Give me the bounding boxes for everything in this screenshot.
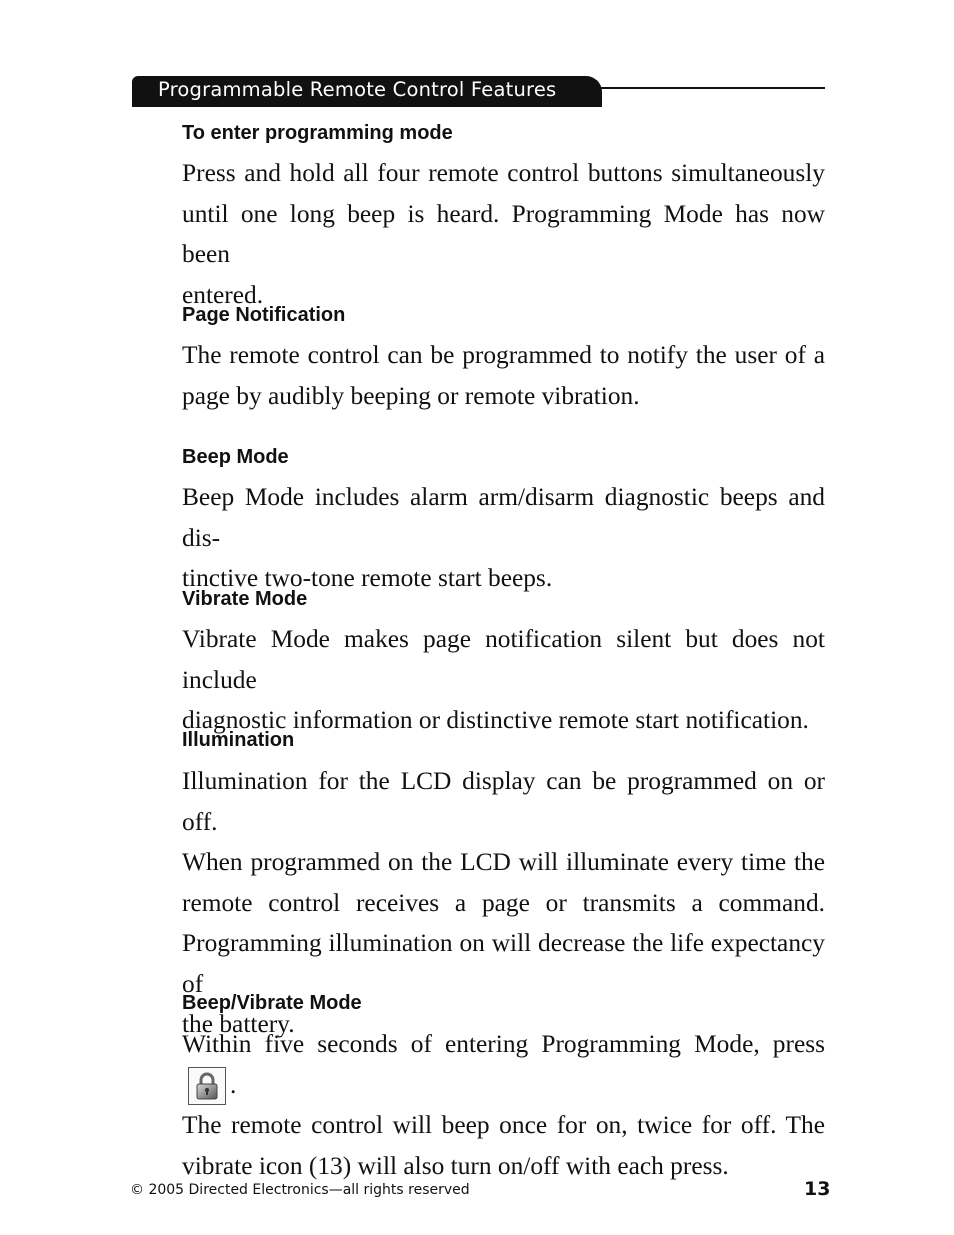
text-line: vibrate icon (13) will also turn on/off with each press. <box>182 1151 729 1180</box>
text-line: tinctive two-tone remote start beeps. <box>182 564 553 592</box>
heading-enter-programming-mode: To enter programming mode <box>182 122 453 144</box>
paragraph-beep-mode <box>182 477 825 599</box>
lock-glyph <box>194 1071 220 1101</box>
text-before-icon: Within five seconds of entering Programming Mode, press <box>182 1030 825 1058</box>
text-line: The remote control will beep once for on, twice for off. The <box>182 1111 825 1139</box>
heading-illumination: Illumination <box>182 729 295 751</box>
paragraph-page-notification <box>182 335 825 416</box>
text-line: Press and hold all four remote control buttons simultaneously <box>182 159 825 187</box>
header-rule <box>600 87 825 89</box>
text-line: Vibrate Mode makes page notification silent but does not include <box>182 625 825 694</box>
text-line: entered. <box>182 280 264 309</box>
section-header-title: Programmable Remote Control Features <box>158 78 557 101</box>
heading-page-notification: Page Notification <box>182 304 346 326</box>
lock-button-icon <box>188 1067 226 1105</box>
text-line: until one long beep is heard. Programming Mode has now been <box>182 199 825 268</box>
paragraph-beep-vibrate-mode <box>182 1024 825 1186</box>
page-number: 13 <box>804 1178 831 1200</box>
heading-beep-vibrate-mode: Beep/Vibrate Mode <box>182 992 362 1014</box>
heading-beep-mode: Beep Mode <box>182 446 289 468</box>
paragraph-vibrate-mode <box>182 619 825 741</box>
footer-copyright: © 2005 Directed Electronics—all rights reserved <box>130 1182 470 1198</box>
text-line: When programmed on the LCD will illuminate every time the <box>182 848 825 876</box>
text-line: Illumination for the LCD display can be programmed on or off. <box>182 767 825 836</box>
text-after-icon: . <box>230 1070 237 1099</box>
text-line: The remote control can be programmed to notify the user of a <box>182 341 825 369</box>
text-line: Programming illumination on will decrease the life expectancy of <box>182 929 825 998</box>
heading-vibrate-mode: Vibrate Mode <box>182 588 308 610</box>
text-line: diagnostic information or distinctive remote start notification. <box>182 706 809 734</box>
text-line: Beep Mode includes alarm arm/disarm diagnostic beeps and dis- <box>182 483 825 552</box>
text-line: the battery. <box>182 1010 295 1038</box>
paragraph-enter-programming-mode <box>182 153 825 315</box>
text-line: page by audibly beeping or remote vibration. <box>182 381 640 410</box>
text-line-with-icon <box>182 1024 825 1105</box>
text-line: remote control receives a page or transmits a command. <box>182 888 825 917</box>
